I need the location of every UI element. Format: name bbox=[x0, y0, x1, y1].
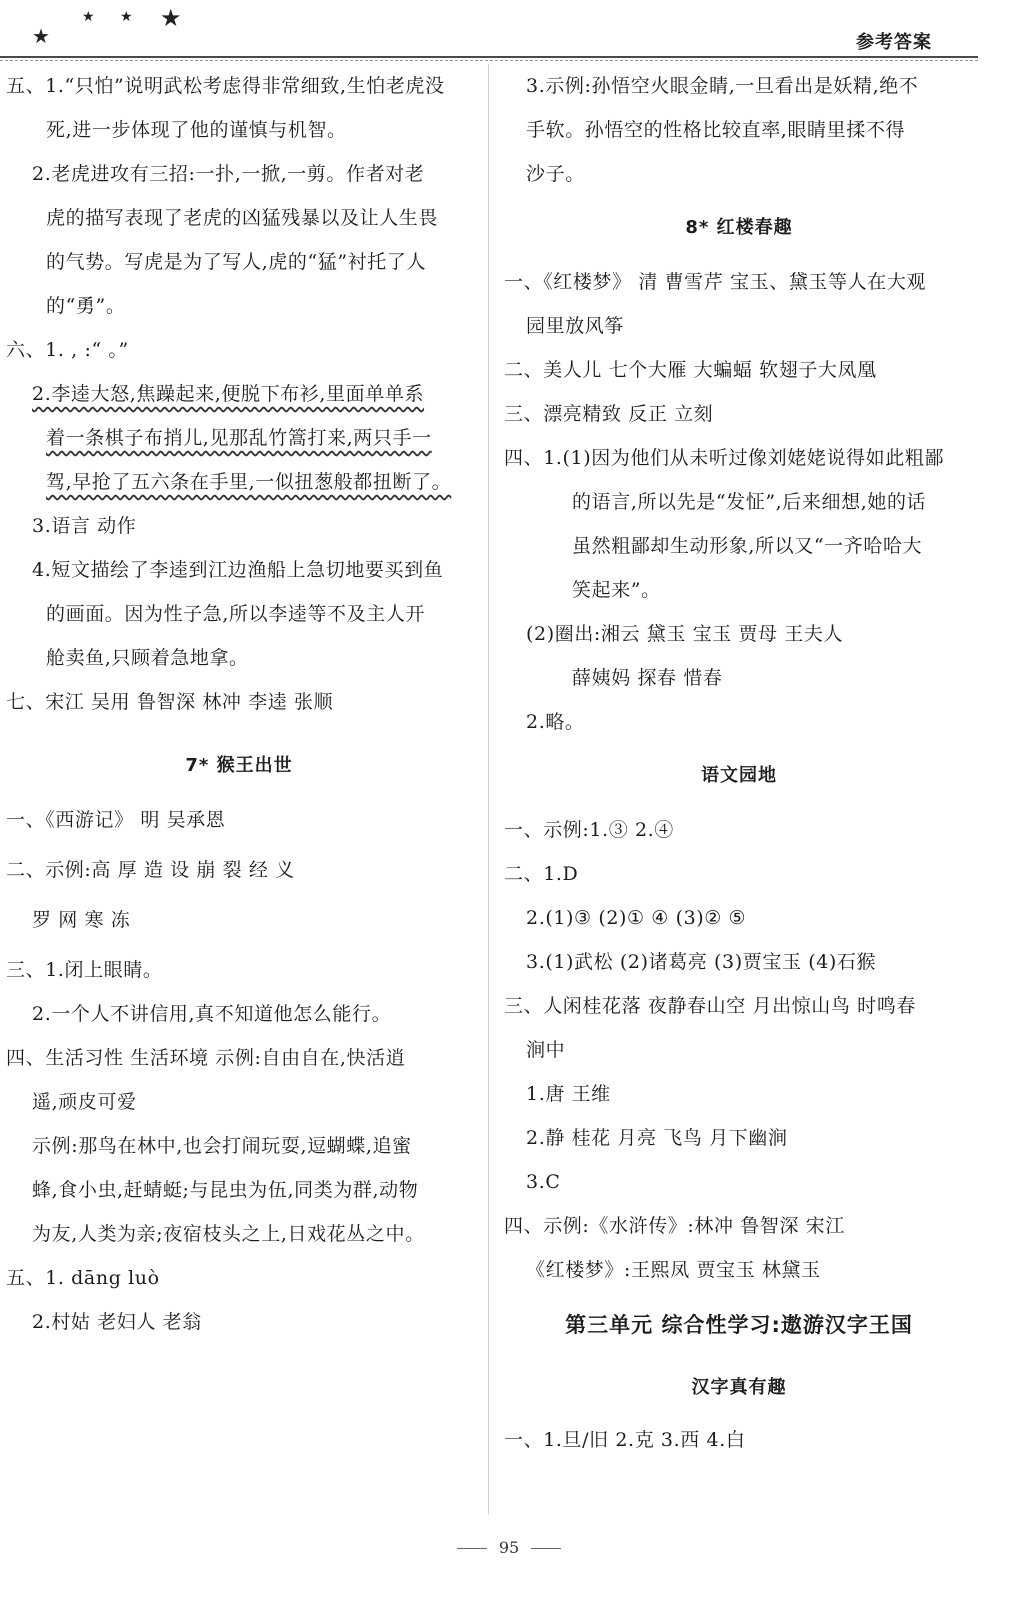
answer-line: 3.(1)武松 (2)诸葛亮 (3)贾宝玉 (4)石猴 bbox=[526, 951, 877, 973]
answer-line: 的画面。因为性子急,所以李逵等不及主人开 bbox=[46, 603, 426, 625]
answer-line: 2.静 桂花 月亮 飞鸟 月下幽涧 bbox=[526, 1127, 788, 1149]
footer-dash-right bbox=[531, 1548, 561, 1549]
footer-dash-left bbox=[457, 1548, 487, 1549]
answer-line: 二、示例:高 厚 造 设 崩 裂 经 义 bbox=[6, 859, 295, 881]
star-icon: ★ bbox=[82, 9, 95, 25]
answer-line: 的气势。写虎是为了写人,虎的“猛”衬托了人 bbox=[46, 251, 427, 273]
answer-line-underlined: 驾,早抢了五六条在手里,一似扭葱般都扭断了。 bbox=[46, 471, 452, 493]
answer-line: 一、示例:1.③ 2.④ bbox=[504, 819, 674, 841]
answer-line: 为友,人类为亲;夜宿枝头之上,日戏花丛之中。 bbox=[32, 1223, 425, 1245]
header-rule bbox=[0, 56, 978, 58]
header-title: 参考答案 bbox=[856, 32, 932, 53]
answer-line: 一、《红楼梦》 清 曹雪芹 宝玉、黛玉等人在大观 bbox=[504, 271, 927, 293]
answer-line: 薛姨妈 探春 惜春 bbox=[572, 667, 723, 689]
answer-line: 示例:那鸟在林中,也会打闹玩耍,逗蝴蝶,追蜜 bbox=[32, 1135, 412, 1157]
section-heading: 7* 猴王出世 bbox=[185, 755, 293, 776]
section-heading: 语文园地 bbox=[701, 765, 777, 786]
answer-line: 2.略。 bbox=[526, 711, 585, 733]
answer-line: 四、生活习性 生活环境 示例:自由自在,快活逍 bbox=[6, 1047, 406, 1069]
answer-line: 的“勇”。 bbox=[46, 295, 126, 317]
answer-line: 园里放风筝 bbox=[526, 315, 625, 337]
header-rule-dashed bbox=[0, 60, 978, 61]
answer-line: 二、美人儿 七个大雁 大蝙蝠 软翅子大凤凰 bbox=[504, 359, 877, 381]
answer-line: 2.(1)③ (2)① ④ (3)② ⑤ bbox=[526, 907, 747, 929]
answer-line: 手软。孙悟空的性格比较直率,眼睛里揉不得 bbox=[526, 119, 906, 141]
answer-line: 一、1.旦/旧 2.克 3.西 4.白 bbox=[504, 1429, 746, 1451]
answer-line: 一、《西游记》 明 吴承恩 bbox=[6, 809, 226, 831]
answer-line: 3.C bbox=[526, 1171, 561, 1193]
answer-line: 五、1. dāng luò bbox=[6, 1267, 160, 1289]
answer-line: 虎的描写表现了老虎的凶猛残暴以及让人生畏 bbox=[46, 207, 439, 229]
answer-line: 3.语言 动作 bbox=[32, 515, 137, 537]
answer-line: 六、1. , :“ 。” bbox=[6, 339, 129, 361]
right-column bbox=[504, 64, 974, 1462]
answer-line: 舱卖鱼,只顾着急地拿。 bbox=[46, 647, 249, 669]
star-icon: ★ bbox=[160, 4, 182, 32]
answer-line: 三、1.闭上眼睛。 bbox=[6, 959, 163, 981]
answer-line: 死,进一步体现了他的谨慎与机智。 bbox=[46, 119, 347, 141]
answer-line: 沙子。 bbox=[526, 163, 585, 185]
section-heading: 汉字真有趣 bbox=[691, 1377, 787, 1398]
answer-line: 三、漂亮精致 反正 立刻 bbox=[504, 403, 714, 425]
answer-line: 二、1.D bbox=[504, 863, 579, 885]
answer-line: 的语言,所以先是“发怔”,后来细想,她的话 bbox=[572, 491, 927, 513]
answer-line: 虽然粗鄙却生动形象,所以又“一齐哈哈大 bbox=[572, 535, 923, 557]
star-icon: ★ bbox=[32, 24, 50, 48]
answer-line-underlined: 着一条棋子布捎儿,见那乱竹篙打来,两只手一 bbox=[46, 427, 432, 449]
answer-line: 笑起来”。 bbox=[572, 579, 661, 601]
answer-line: 4.短文描绘了李逵到江边渔船上急切地要买到鱼 bbox=[32, 559, 444, 581]
answer-line: 七、宋江 吴用 鲁智深 林冲 李逵 张顺 bbox=[6, 691, 334, 713]
answer-line: 《红楼梦》:王熙凤 贾宝玉 林黛玉 bbox=[526, 1259, 821, 1281]
answer-line: 遥,顽皮可爱 bbox=[32, 1091, 137, 1113]
answer-line: (2)圈出:湘云 黛玉 宝玉 贾母 王夫人 bbox=[526, 623, 844, 645]
left-column bbox=[0, 64, 478, 1344]
answer-line: 涧中 bbox=[526, 1039, 566, 1061]
column-divider bbox=[488, 64, 489, 1514]
answer-line-underlined: 2.李逵大怒,焦躁起来,便脱下布衫,里面单单系 bbox=[32, 383, 425, 405]
answer-line: 2.一个人不讲信用,真不知道他怎么能行。 bbox=[32, 1003, 392, 1025]
page-number: 95 bbox=[498, 1538, 520, 1557]
answer-line: 3.示例:孙悟空火眼金睛,一旦看出是妖精,绝不 bbox=[526, 75, 919, 97]
answer-line: 罗 网 寒 冻 bbox=[32, 909, 131, 931]
answer-line: 四、示例:《水浒传》:林冲 鲁智深 宋江 bbox=[504, 1215, 845, 1237]
answer-line: 三、人闲桂花落 夜静春山空 月出惊山鸟 时鸣春 bbox=[504, 995, 916, 1017]
star-icon: ★ bbox=[120, 9, 133, 25]
star-decoration bbox=[30, 4, 210, 48]
section-heading: 8* 红楼春趣 bbox=[685, 217, 793, 238]
page-header bbox=[0, 0, 1018, 60]
answer-line: 四、1.(1)因为他们从未听过像刘姥姥说得如此粗鄙 bbox=[504, 447, 945, 469]
answer-line: 五、1.“只怕”说明武松考虑得非常细致,生怕老虎没 bbox=[6, 75, 445, 97]
answer-line: 2.村姑 老妇人 老翁 bbox=[32, 1311, 202, 1333]
answer-line: 蜂,食小虫,赶蜻蜓;与昆虫为伍,同类为群,动物 bbox=[32, 1179, 419, 1201]
answer-line: 2.老虎进攻有三招:一扑,一掀,一剪。作者对老 bbox=[32, 163, 425, 185]
answer-line: 1.唐 王维 bbox=[526, 1083, 611, 1105]
page-footer bbox=[0, 1538, 1018, 1557]
unit-heading: 第三单元 综合性学习:遨游汉字王国 bbox=[565, 1313, 913, 1337]
